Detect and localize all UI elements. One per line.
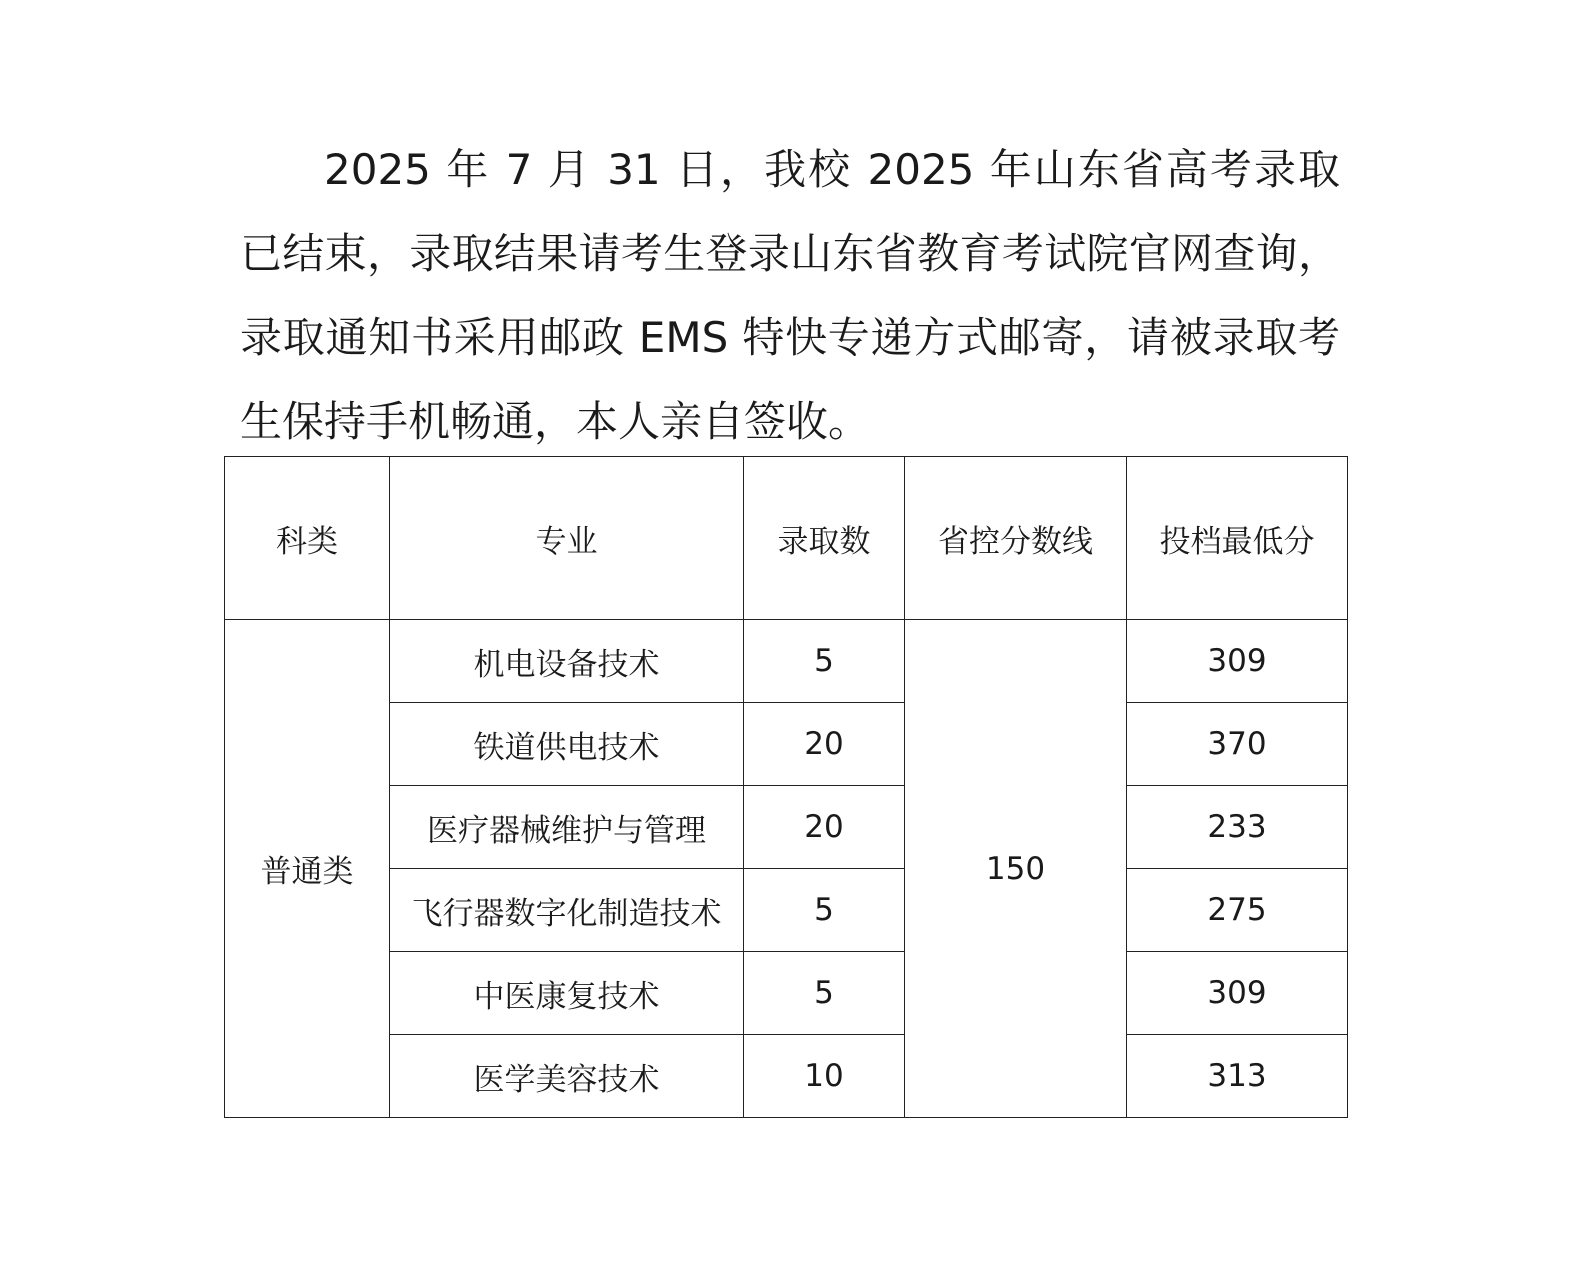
major-cell: 铁道供电技术	[390, 703, 744, 786]
header-min-score: 投档最低分	[1127, 457, 1348, 620]
table-row	[225, 620, 1348, 703]
major-cell: 机电设备技术	[390, 620, 744, 703]
header-major: 专业	[390, 457, 744, 620]
min-score-cell: 370	[1127, 703, 1348, 786]
major-cell: 中医康复技术	[390, 952, 744, 1035]
table-row	[225, 786, 1348, 869]
table-row	[225, 952, 1348, 1035]
admitted-cell: 5	[744, 952, 905, 1035]
admission-notice-paragraph: 2025 年 7 月 31 日，我校 2025 年山东省高考录取已结束，录取结果请考生登录山东省教育考试院官网查询，录取通知书采用邮政 EMS 特快专递方式邮寄，请被录取考生保持手机畅通，本人亲自签收。	[240, 145, 1340, 446]
admitted-cell: 10	[744, 1035, 905, 1118]
table-row	[225, 703, 1348, 786]
category-cell: 普通类	[225, 620, 390, 1118]
table-header-row	[225, 457, 1348, 620]
admission-results-table	[224, 456, 1348, 1118]
header-province-line: 省控分数线	[905, 457, 1127, 620]
min-score-cell: 233	[1127, 786, 1348, 869]
header-category: 科类	[225, 457, 390, 620]
min-score-cell: 313	[1127, 1035, 1348, 1118]
table-row	[225, 869, 1348, 952]
header-admitted-count: 录取数	[744, 457, 905, 620]
admitted-cell: 20	[744, 786, 905, 869]
admitted-cell: 20	[744, 703, 905, 786]
min-score-cell: 275	[1127, 869, 1348, 952]
major-cell: 医疗器械维护与管理	[390, 786, 744, 869]
admitted-cell: 5	[744, 620, 905, 703]
province-line-cell: 150	[905, 620, 1127, 1118]
table-row	[225, 1035, 1348, 1118]
min-score-cell: 309	[1127, 620, 1348, 703]
admitted-cell: 5	[744, 869, 905, 952]
major-cell: 飞行器数字化制造技术	[390, 869, 744, 952]
major-cell: 医学美容技术	[390, 1035, 744, 1118]
min-score-cell: 309	[1127, 952, 1348, 1035]
